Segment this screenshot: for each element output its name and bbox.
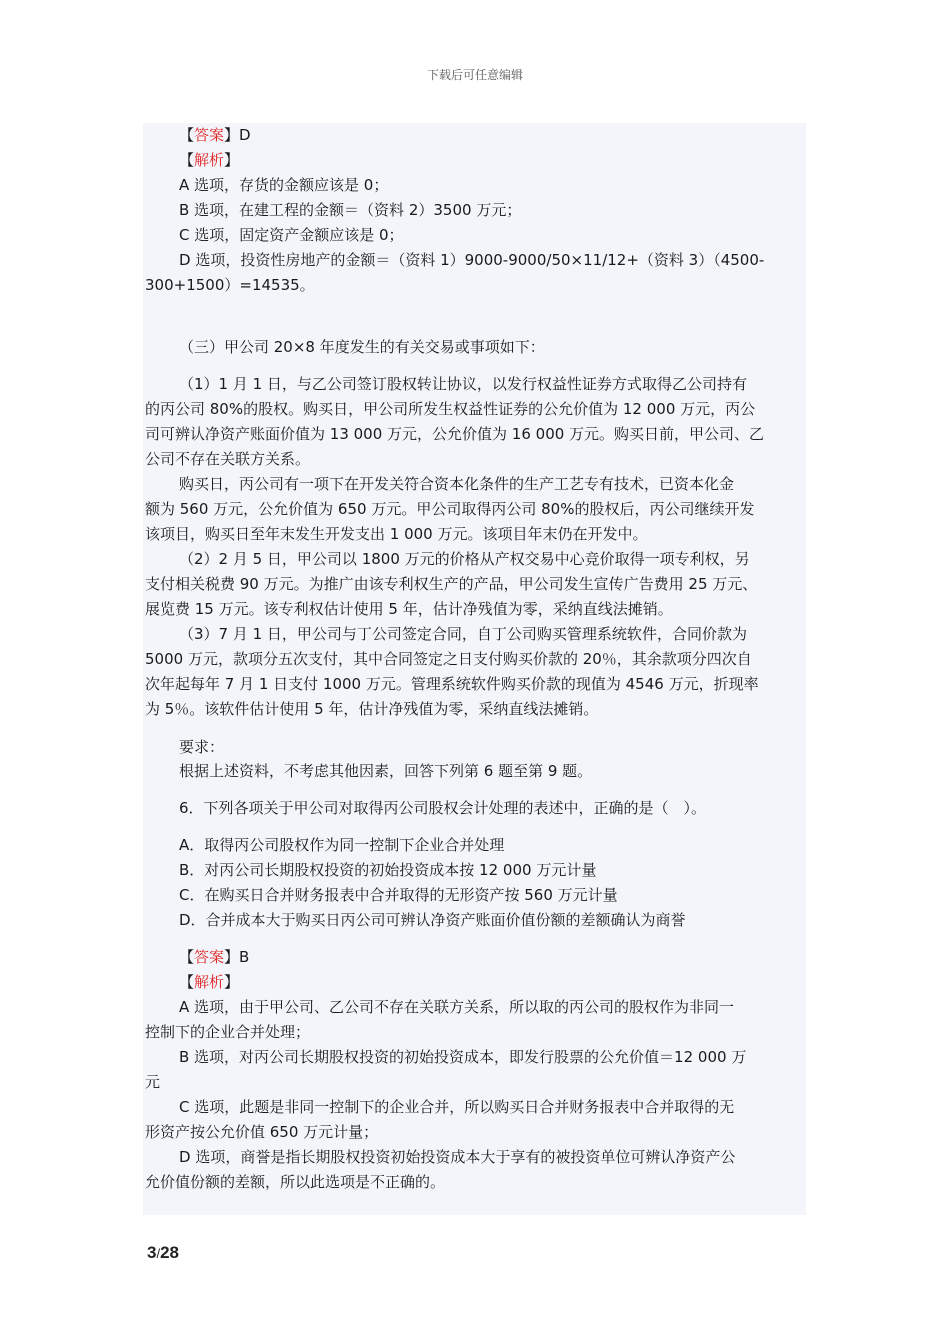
analysis-line: A 选项，由于甲公司、乙公司不存在关联方关系，所以取的丙公司的股权作为非同一 [179,998,735,1016]
analysis-line: D 选项，商誉是指长期股权投资初始投资成本大于享有的被投资单位可辨认净资产公 [179,1148,736,1166]
analysis-label: 解析 [194,973,225,991]
page-header: 下载后可任意编辑 [426,68,523,82]
page-number [147,1243,179,1263]
question-option-a: A．取得丙公司股权作为同一控制下企业合并处理 [179,836,505,854]
page-separator: / [156,1246,161,1261]
analysis-line: 控制下的企业合并处理； [145,1023,311,1041]
analysis-heading-1: 【解析】 [179,151,240,169]
analysis-line: 允价值份额的差额，所以此选项是不正确的。 [145,1173,446,1191]
analysis-line: C 选项，此题是非同一控制下的企业合并，所以购买日合并财务报表中合并取得的无 [179,1098,735,1116]
analysis-line: D 选项，投资性房地产的金额＝（资料 1）9000-9000/50×11/12+（资料 3）（4500- [179,251,765,269]
case-line: （1）1 月 1 日，与乙公司签订股权转让协议，以发行权益性证券方式取得乙公司持有 [179,375,747,393]
total-pages: 28 [160,1243,180,1262]
analysis-line: B 选项，在建工程的金额＝（资料 2）3500 万元； [179,201,522,219]
analysis-line: 300+1500）=14535。 [145,276,315,294]
case-line: 公司不存在关联方关系。 [145,450,311,468]
analysis-line: 形资产按公允价值 650 万元计量； [145,1123,379,1141]
analysis-line: A 选项，存货的金额应该是 0； [179,176,389,194]
analysis-heading-2: 【解析】 [179,973,240,991]
case-line: 司可辨认净资产账面价值为 13 000 万元，公允价值为 16 000 万元。购买日前，甲公司、乙 [145,425,765,443]
requirement-label: 要求： [179,738,225,756]
current-page: 3 [147,1243,157,1262]
case-line: 支付相关税费 90 万元。为推广由该专利权生产的产品，甲公司发生宣传广告费用 25 万元、 [145,575,758,593]
question-option-d: D．合并成本大于购买日丙公司可辨认净资产账面价值份额的差额确认为商誉 [179,911,686,929]
answer-line-2: 【答案】B [179,948,250,966]
answer-label: 答案 [194,126,225,144]
analysis-line: B 选项，对丙公司长期股权投资的初始投资成本，即发行股票的公允价值＝12 000 万 [179,1048,747,1066]
answer-value: B [239,948,250,966]
document-content [143,123,806,1215]
requirement-text: 根据上述资料，不考虑其他因素，回答下列第 6 题至第 9 题。 [179,762,593,780]
answer-line-1: 【答案】D [179,126,251,144]
case-line: 额为 560 万元，公允价值为 650 万元。甲公司取得丙公司 80%的股权后，丙公司继续开发 [145,500,755,518]
analysis-line: C 选项，固定资产金额应该是 0； [179,226,404,244]
case-line: 为 5％。该软件估计使用 5 年，估计净残值为零，采纳直线法摊销。 [145,700,599,718]
case-line: 展览费 15 万元。该专利权估计使用 5 年，估计净残值为零，采纳直线法摊销。 [145,600,673,618]
answer-value: D [239,126,251,144]
question-option-c: C．在购买日合并财务报表中合并取得的无形资产按 560 万元计量 [179,886,618,904]
question-stem: 6．下列各项关于甲公司对取得丙公司股权会计处理的表述中，正确的是（ ）。 [179,799,707,817]
analysis-label: 解析 [194,151,225,169]
case-line: 次年起每年 7 月 1 日支付 1000 万元。管理系统软件购买价款的现值为 4546 万元，折现率 [145,675,759,693]
case-line: 5000 万元，款项分五次支付，其中合同签定之日支付购买价款的 20％，其余款项分四次自 [145,650,752,668]
case-intro: （三）甲公司 20×8 年度发生的有关交易或事项如下： [179,338,545,356]
analysis-line: 元 [145,1073,161,1091]
case-line: 的丙公司 80%的股权。购买日，甲公司所发生权益性证券的公允价值为 12 000 万元，丙公 [145,400,756,418]
answer-label: 答案 [194,948,225,966]
case-line: （3）7 月 1 日，甲公司与丁公司签定合同，自丁公司购买管理系统软件，合同价款为 [179,625,747,643]
case-line: 购买日，丙公司有一项下在开发关符合资本化条件的生产工艺专有技术，已资本化金 [179,475,735,493]
question-option-b: B．对丙公司长期股权投资的初始投资成本按 12 000 万元计量 [179,861,597,879]
case-line: 该项目，购买日至年末发生开发支出 1 000 万元。该项目年末仍在开发中。 [145,525,648,543]
case-line: （2）2 月 5 日，甲公司以 1800 万元的价格从产权交易中心竞价取得一项专利权，另 [179,550,750,568]
